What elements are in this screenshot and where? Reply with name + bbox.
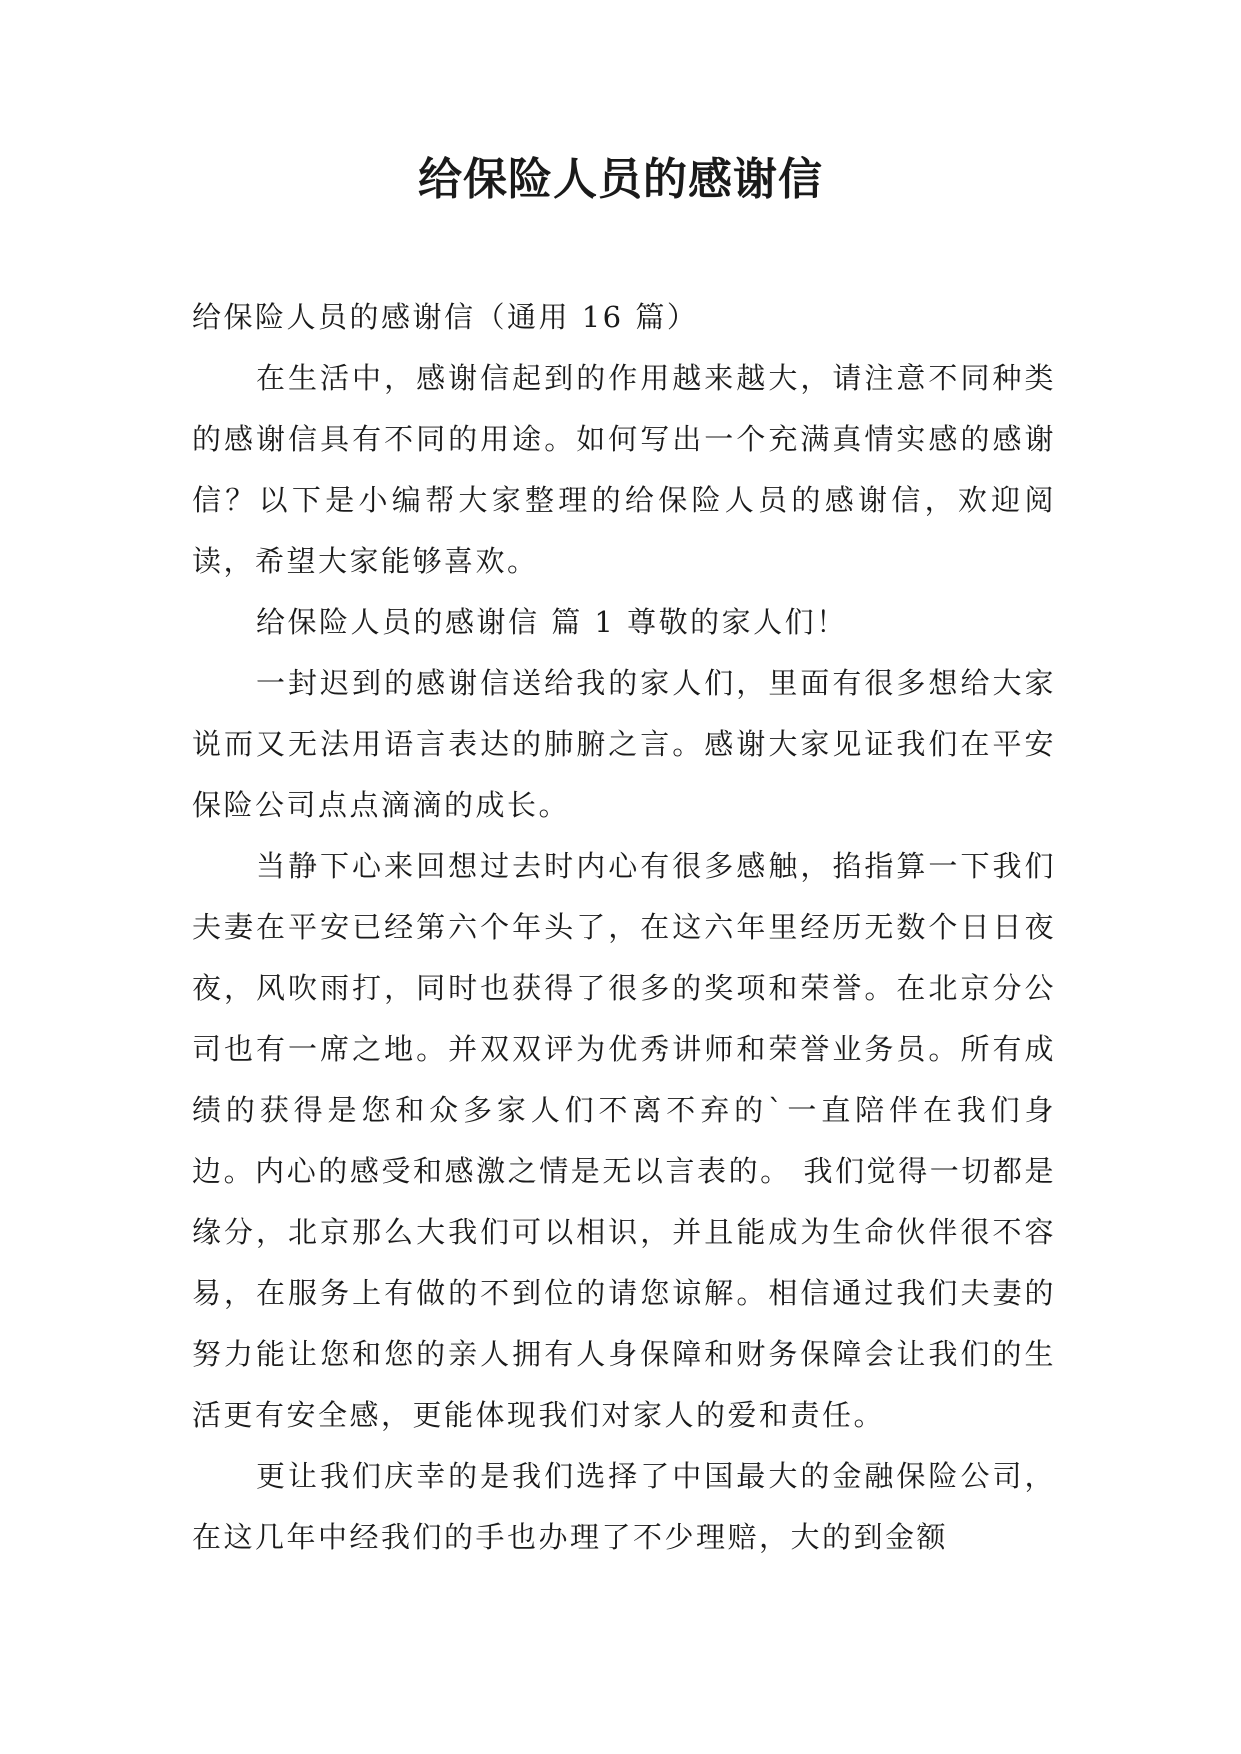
document-subtitle: 给保险人员的感谢信（通用 16 篇）: [192, 300, 699, 334]
paragraph-intro: 在生活中，感谢信起到的作用越来越大，请注意不同种类的感谢信具有不同的用途。如何写出一个充满真情实感的感谢信？以下是小编帮大家整理的给保险人员的感谢信，欢迎阅读，希望大家能够喜欢。: [192, 361, 1056, 578]
paragraph-greeting: 给保险人员的感谢信 篇 1 尊敬的家人们！: [256, 605, 848, 639]
paragraph-reflection: 当静下心来回想过去时内心有很多感触，掐指算一下我们夫妻在平安已经第六个年头了，在这六年里经历无数个日日夜夜，风吹雨打，同时也获得了很多的奖项和荣誉。在北京分公司也有一席之地。并双双评为优秀讲师和荣誉业务员。所有成绩的获得是您和众多家人们不离不弃的`一直陪伴在我们身边。内心的感受和感激之情是无以言表的。 我们觉得一切都是缘分，北京那么大我们可以相识，并且能成为生命伙伴很不容易，在服务上有做的不到位的请您谅解。相信通过我们夫妻的努力能让您和您的亲人拥有人身保障和财务保障会让我们的生活更有安全感，更能体现我们对家人的爱和责任。: [192, 849, 1056, 1432]
paragraph-closing: 更让我们庆幸的是我们选择了中国最大的金融保险公司，在这几年中经我们的手也办理了不少理赔，大的到金额: [192, 1459, 1056, 1554]
document-body: [192, 287, 1056, 1568]
document-title: 给保险人员的感谢信: [418, 154, 823, 205]
paragraph-opening: 一封迟到的感谢信送给我的家人们，里面有很多想给大家说而又无法用语言表达的肺腑之言。感谢大家见证我们在平安保险公司点点滴滴的成长。: [192, 666, 1056, 822]
